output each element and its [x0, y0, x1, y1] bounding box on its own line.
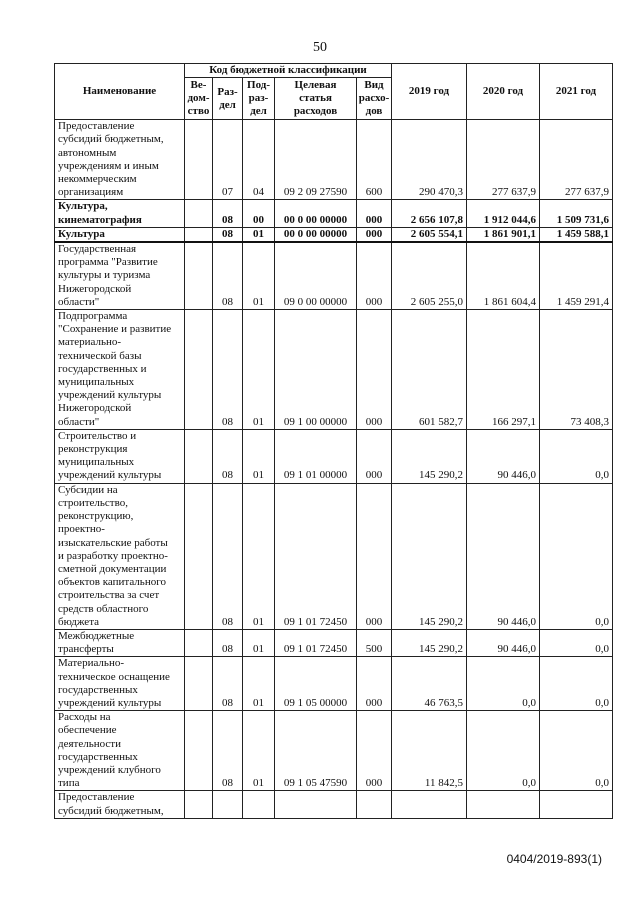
- cell-y2020: 1 861 604,4: [467, 242, 540, 310]
- cell-podrazdel: 01: [243, 242, 275, 310]
- cell-y2019: 2 605 554,1: [392, 227, 467, 242]
- cell-celevaya: [275, 791, 357, 818]
- header-2020: 2020 год: [467, 64, 540, 120]
- cell-name: Культура: [55, 227, 185, 242]
- cell-name: Государственная программа "Развитие культуры и туризма Нижегородской области": [55, 242, 185, 310]
- cell-name: Предоставление субсидий бюджетным,: [55, 791, 185, 818]
- header-budget-code-group: Код бюджетной классификации: [185, 64, 392, 78]
- cell-name: Культура, кинематография: [55, 200, 185, 227]
- cell-y2020: [467, 791, 540, 818]
- cell-ved: [185, 227, 213, 242]
- cell-podrazdel: 01: [243, 429, 275, 483]
- cell-razdel: 08: [213, 200, 243, 227]
- cell-vid: 000: [357, 657, 392, 711]
- table-row: [55, 791, 613, 818]
- cell-y2020: 90 446,0: [467, 629, 540, 656]
- cell-y2020: 0,0: [467, 711, 540, 791]
- table-row: [55, 629, 613, 656]
- cell-y2021: 73 408,3: [540, 310, 613, 430]
- table-row: [55, 711, 613, 791]
- cell-y2020: 277 637,9: [467, 120, 540, 200]
- cell-ved: [185, 711, 213, 791]
- cell-podrazdel: 01: [243, 629, 275, 656]
- cell-y2019: 145 290,2: [392, 629, 467, 656]
- cell-name: Субсидии на строительство, реконструкцию, проектно- изыскательские работы и разработку проектно- сметной документации объектов капитального строительства за счет средств областного бюджета: [55, 483, 185, 629]
- cell-y2021: 0,0: [540, 483, 613, 629]
- cell-name: Расходы на обеспечение деятельности государственных учреждений клубного типа: [55, 711, 185, 791]
- cell-y2021: [540, 791, 613, 818]
- cell-vid: 000: [357, 310, 392, 430]
- cell-razdel: 08: [213, 629, 243, 656]
- cell-y2019: 145 290,2: [392, 483, 467, 629]
- cell-name: Материально- техническое оснащение государственных учреждений культуры: [55, 657, 185, 711]
- cell-podrazdel: 01: [243, 711, 275, 791]
- table-row: [55, 120, 613, 200]
- header-vid: Вид расхо- дов: [357, 78, 392, 120]
- cell-ved: [185, 310, 213, 430]
- cell-razdel: 08: [213, 711, 243, 791]
- cell-razdel: 08: [213, 310, 243, 430]
- cell-y2021: 0,0: [540, 429, 613, 483]
- cell-celevaya: 00 0 00 00000: [275, 200, 357, 227]
- cell-y2020: 1 912 044,6: [467, 200, 540, 227]
- cell-vid: 000: [357, 227, 392, 242]
- cell-name: Подпрограмма "Сохранение и развитие материально- технической базы государственных и муниципальных учреждений культуры Нижегородской области": [55, 310, 185, 430]
- cell-ved: [185, 483, 213, 629]
- cell-ved: [185, 120, 213, 200]
- budget-table: [54, 63, 613, 819]
- cell-y2020: 166 297,1: [467, 310, 540, 430]
- cell-ved: [185, 242, 213, 310]
- cell-vid: 500: [357, 629, 392, 656]
- header-ved: Ве- дом- ство: [185, 78, 213, 120]
- cell-y2019: 290 470,3: [392, 120, 467, 200]
- header-name: Наименование: [55, 64, 185, 120]
- table-row: [55, 200, 613, 227]
- cell-y2020: 90 446,0: [467, 483, 540, 629]
- cell-razdel: 08: [213, 227, 243, 242]
- header-2019: 2019 год: [392, 64, 467, 120]
- cell-razdel: 07: [213, 120, 243, 200]
- cell-y2021: 0,0: [540, 629, 613, 656]
- header-celevaya: Целевая статья расходов: [275, 78, 357, 120]
- cell-ved: [185, 629, 213, 656]
- cell-celevaya: 09 1 01 72450: [275, 629, 357, 656]
- document-code: 0404/2019-893(1): [506, 852, 602, 866]
- cell-podrazdel: 04: [243, 120, 275, 200]
- cell-celevaya: 09 1 01 72450: [275, 483, 357, 629]
- cell-vid: 000: [357, 429, 392, 483]
- cell-celevaya: 00 0 00 00000: [275, 227, 357, 242]
- cell-celevaya: 09 1 05 00000: [275, 657, 357, 711]
- cell-name: Межбюджетные трансферты: [55, 629, 185, 656]
- cell-y2019: 145 290,2: [392, 429, 467, 483]
- cell-y2019: 601 582,7: [392, 310, 467, 430]
- cell-name: Предоставление субсидий бюджетным, автономным учреждениям и иным некоммерческим организациям: [55, 120, 185, 200]
- cell-vid: [357, 791, 392, 818]
- cell-y2021: 1 459 291,4: [540, 242, 613, 310]
- cell-vid: 000: [357, 242, 392, 310]
- cell-celevaya: 09 1 00 00000: [275, 310, 357, 430]
- cell-y2021: 0,0: [540, 711, 613, 791]
- table-row: [55, 429, 613, 483]
- cell-podrazdel: 01: [243, 310, 275, 430]
- cell-name: Строительство и реконструкция муниципальных учреждений культуры: [55, 429, 185, 483]
- table-row: [55, 242, 613, 310]
- table-row: [55, 483, 613, 629]
- cell-ved: [185, 200, 213, 227]
- header-podrazdel: Под- раз- дел: [243, 78, 275, 120]
- cell-celevaya: 09 1 01 00000: [275, 429, 357, 483]
- cell-razdel: 08: [213, 483, 243, 629]
- table-row: [55, 310, 613, 430]
- cell-razdel: [213, 791, 243, 818]
- cell-y2019: 2 605 255,0: [392, 242, 467, 310]
- cell-celevaya: 09 0 00 00000: [275, 242, 357, 310]
- cell-podrazdel: 01: [243, 657, 275, 711]
- header-razdel: Раз- дел: [213, 78, 243, 120]
- cell-razdel: 08: [213, 429, 243, 483]
- cell-ved: [185, 657, 213, 711]
- cell-vid: 000: [357, 711, 392, 791]
- cell-y2019: 11 842,5: [392, 711, 467, 791]
- cell-y2020: 0,0: [467, 657, 540, 711]
- cell-razdel: 08: [213, 242, 243, 310]
- cell-y2021: 0,0: [540, 657, 613, 711]
- cell-y2020: 1 861 901,1: [467, 227, 540, 242]
- header-2021: 2021 год: [540, 64, 613, 120]
- cell-ved: [185, 791, 213, 818]
- cell-y2021: 277 637,9: [540, 120, 613, 200]
- cell-ved: [185, 429, 213, 483]
- cell-podrazdel: 00: [243, 200, 275, 227]
- cell-y2019: 46 763,5: [392, 657, 467, 711]
- cell-celevaya: 09 2 09 27590: [275, 120, 357, 200]
- cell-vid: 000: [357, 483, 392, 629]
- page-number: 50: [313, 40, 327, 55]
- cell-podrazdel: 01: [243, 483, 275, 629]
- cell-vid: 600: [357, 120, 392, 200]
- cell-vid: 000: [357, 200, 392, 227]
- table-row: [55, 657, 613, 711]
- cell-y2019: 2 656 107,8: [392, 200, 467, 227]
- cell-y2021: 1 459 588,1: [540, 227, 613, 242]
- cell-y2020: 90 446,0: [467, 429, 540, 483]
- cell-razdel: 08: [213, 657, 243, 711]
- cell-podrazdel: 01: [243, 227, 275, 242]
- table-row: [55, 227, 613, 242]
- cell-y2019: [392, 791, 467, 818]
- cell-y2021: 1 509 731,6: [540, 200, 613, 227]
- cell-podrazdel: [243, 791, 275, 818]
- cell-celevaya: 09 1 05 47590: [275, 711, 357, 791]
